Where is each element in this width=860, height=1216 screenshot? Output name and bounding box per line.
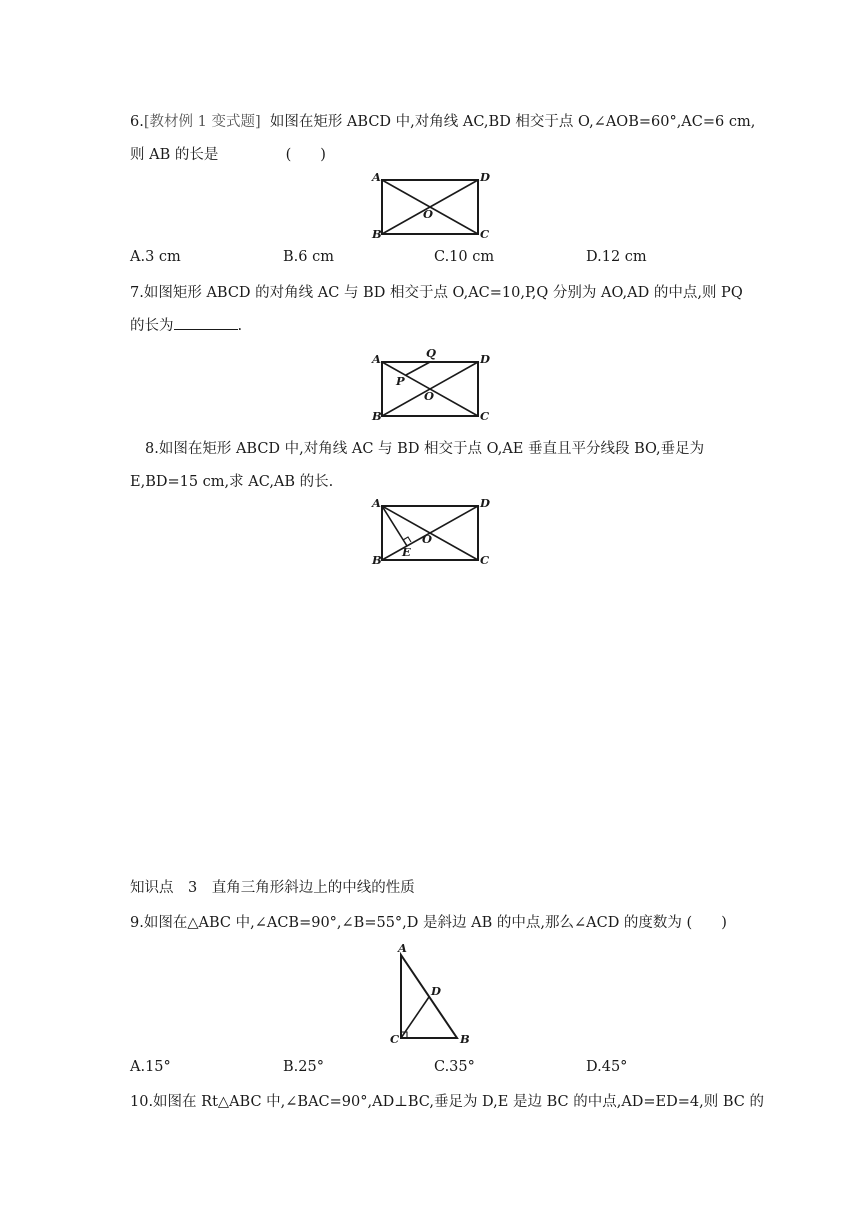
q6-stem-cont: 则 AB 的长是 [130, 147, 219, 163]
q9-option-b: B.25° [283, 1059, 324, 1075]
q6-line2 [130, 145, 326, 165]
label-a: A [398, 941, 407, 955]
label-p: P [396, 374, 405, 388]
label-e: E [402, 545, 411, 559]
q9-option-d: D.45° [586, 1059, 628, 1075]
q6-answer-paren: ( ) [285, 147, 326, 163]
q9-option-a: A.15° [130, 1059, 171, 1075]
label-q: Q [426, 346, 437, 360]
q7-figure [370, 346, 500, 425]
q6-option-a: A.3 cm [130, 249, 181, 265]
label-a: A [372, 352, 381, 366]
q8-line1: 8.如图在矩形 ABCD 中,对角线 AC 与 BD 相交于点 O,AE 垂直且平分线段 BO,垂足为 [145, 441, 705, 457]
label-o: O [424, 389, 435, 403]
label-c: C [390, 1032, 400, 1046]
q6-number: 6. [130, 114, 144, 130]
label-b: B [372, 409, 382, 423]
q6-option-b: B.6 cm [283, 249, 334, 265]
q9-option-c: C.35° [434, 1059, 475, 1075]
label-b: B [372, 553, 382, 567]
q7-answer-blank [174, 316, 238, 330]
label-a: A [372, 496, 381, 510]
q7-period: . [237, 318, 243, 334]
q8-line2: E,BD=15 cm,求 AC,AB 的长. [130, 474, 334, 490]
label-b: B [372, 227, 382, 241]
q6-figure [370, 168, 500, 243]
label-d: D [480, 170, 490, 184]
label-b: B [460, 1032, 470, 1046]
q7-line2 [130, 316, 242, 336]
label-d: D [480, 496, 490, 510]
label-a: A [372, 170, 381, 184]
q6-option-c: C.10 cm [434, 249, 495, 265]
q8-figure [370, 494, 500, 569]
section-heading: 知识点 3 直角三角形斜边上的中线的性质 [130, 880, 415, 896]
label-d: D [480, 352, 490, 366]
q6-option-d: D.12 cm [586, 249, 647, 265]
segment-pq [406, 362, 430, 375]
q10-line1: 10.如图在 Rt△ABC 中,∠BAC=90°,AD⊥BC,垂足为 D,E 是边 BC 的中点,AD=ED=4,则 BC 的 [130, 1094, 764, 1110]
label-d: D [431, 984, 441, 998]
q9-figure [385, 940, 485, 1048]
label-c: C [480, 227, 490, 241]
q6-line1 [130, 112, 755, 132]
label-o: O [423, 207, 434, 221]
q9-stem: 9.如图在△ABC 中,∠ACB=90°,∠B=55°,D 是斜边 AB 的中点,那么∠ACD 的度数为 [130, 915, 682, 931]
q9-line1 [130, 913, 727, 933]
q7-line1: 7.如图矩形 ABCD 的对角线 AC 与 BD 相交于点 O,AC=10,P,Q 分别为 AO,AD 的中点,则 PQ [130, 285, 743, 301]
label-c: C [480, 409, 490, 423]
label-o: O [422, 532, 433, 546]
q6-stem: 如图在矩形 ABCD 中,对角线 AC,BD 相交于点 O,∠AOB=60°,AC=6 cm, [269, 114, 756, 130]
q9-answer-paren: ( ) [686, 915, 727, 931]
q7-stem-cont: 的长为 [130, 318, 174, 334]
label-c: C [480, 553, 490, 567]
q6-tag: [教材例 1 变式题] [143, 114, 261, 130]
